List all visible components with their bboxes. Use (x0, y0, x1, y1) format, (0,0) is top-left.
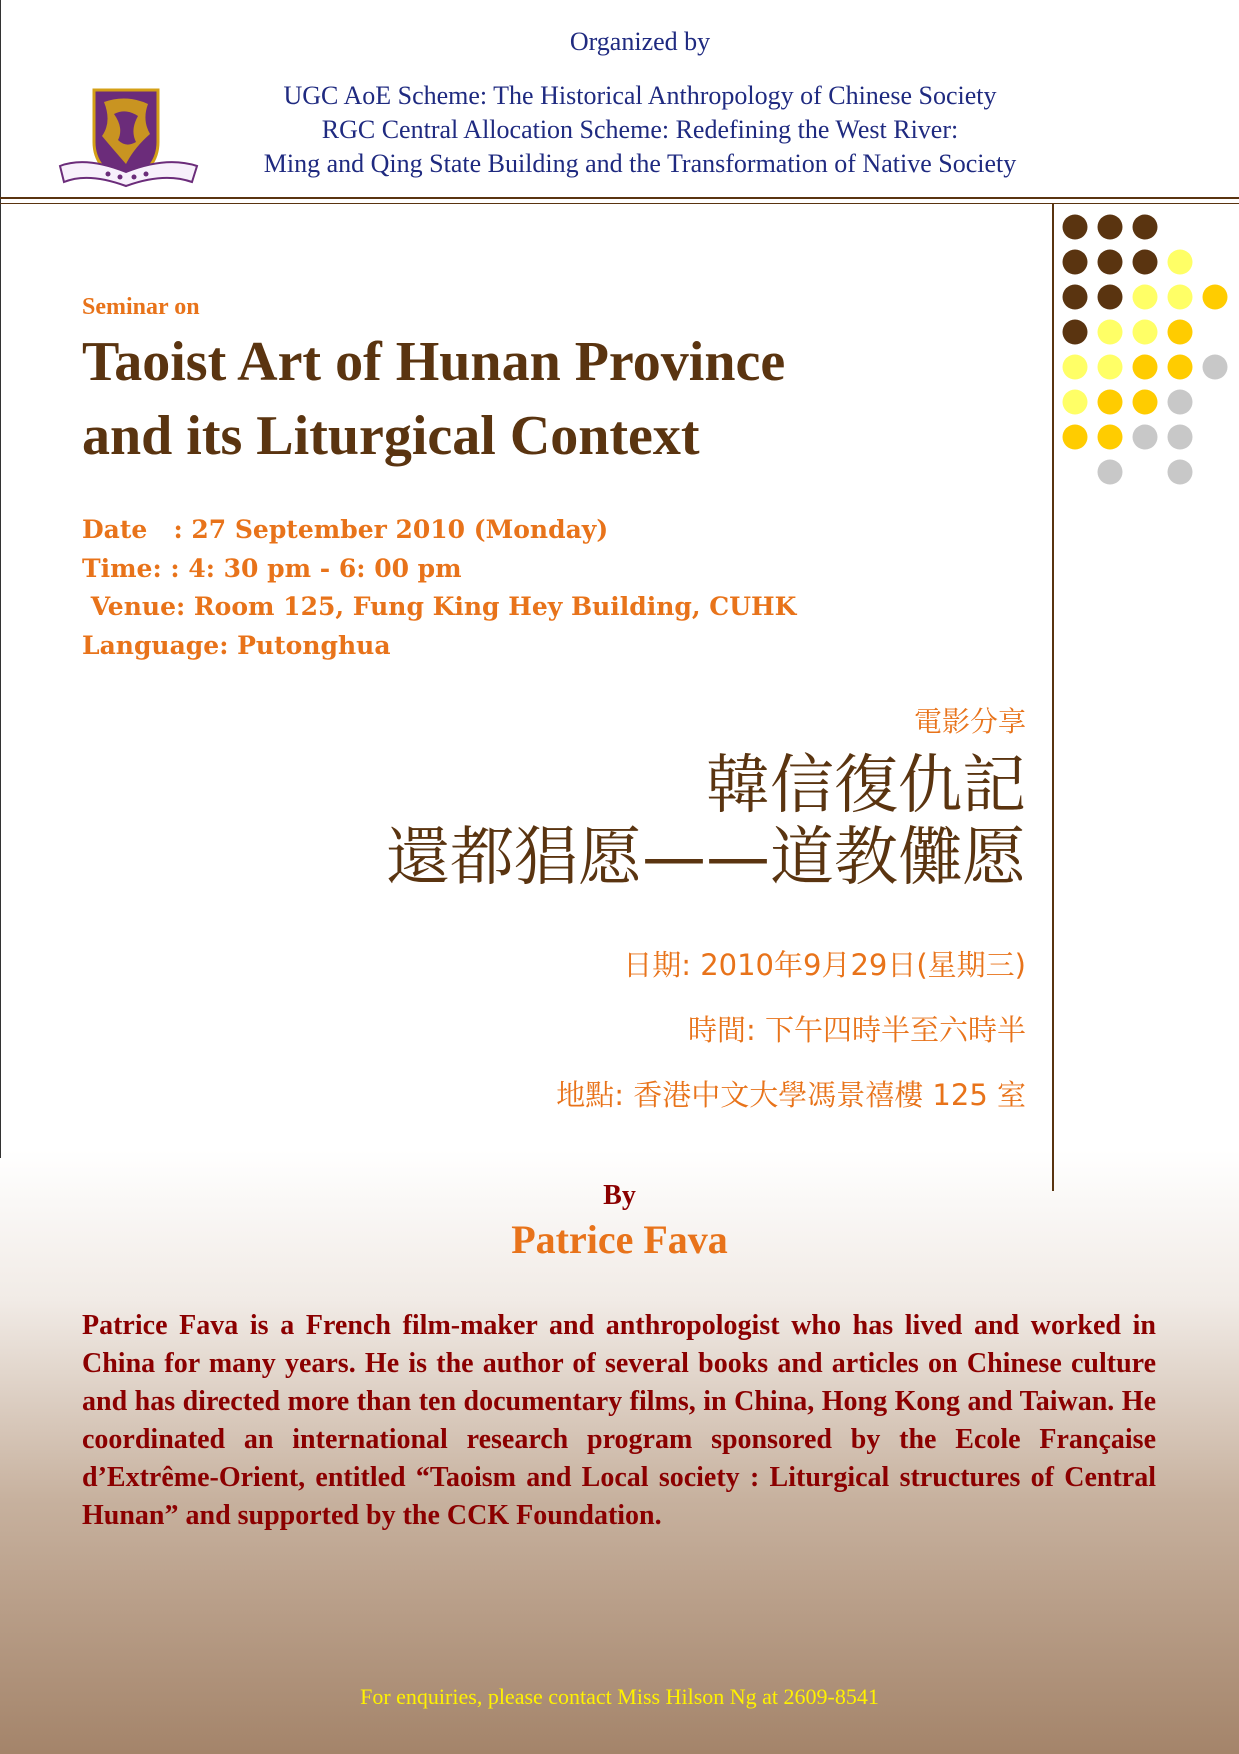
decorative-dot (1133, 285, 1158, 310)
decorative-dot (1133, 250, 1158, 275)
decorative-dot (1133, 320, 1158, 345)
film-date: 日期: 2010年9月29日(星期三) (623, 948, 1026, 982)
seminar-language: Language: Putonghua (82, 630, 391, 660)
decorative-dot (1063, 390, 1088, 415)
decorative-dot (1098, 390, 1123, 415)
film-time: 時間: 下午四時半至六時半 (688, 1013, 1026, 1047)
organizer-list (200, 79, 1080, 181)
organizer-line: UGC AoE Scheme: The Historical Anthropology of Chinese Society (283, 81, 997, 110)
decorative-dot (1098, 215, 1123, 240)
header-divider-thick (0, 197, 1239, 199)
decorative-dot (1098, 425, 1123, 450)
decorative-dot (1168, 355, 1193, 380)
seminar-venue: Venue: Room 125, Fung King Hey Building, CUHK (82, 592, 797, 621)
decorative-dot (1063, 285, 1088, 310)
by-label: By (603, 1180, 636, 1211)
seminar-kicker: Seminar on (82, 294, 200, 320)
decorative-dot (1063, 355, 1088, 380)
decorative-dot (1098, 320, 1123, 345)
decorative-dot (1168, 390, 1193, 415)
seminar-title (82, 325, 982, 473)
seminar-date: Date : 27 September 2010 (Monday) (82, 515, 609, 544)
film-sharing-label: 電影分享 (913, 705, 1026, 738)
seminar-details (82, 511, 796, 665)
organizer-line: RGC Central Allocation Scheme: Redefining the West River: (321, 115, 959, 144)
decorative-dot (1168, 425, 1193, 450)
decorative-dot (1098, 250, 1123, 275)
decorative-dot (1203, 285, 1228, 310)
decorative-dot (1168, 320, 1193, 345)
decorative-dot (1098, 285, 1123, 310)
seminar-time: Time: : 4: 30 pm - 6: 00 pm (82, 553, 462, 583)
speaker-name: Patrice Fava (511, 1217, 728, 1262)
decorative-dot (1133, 390, 1158, 415)
decorative-dot (1203, 355, 1228, 380)
film-venue: 地點: 香港中文大學馮景禧樓 125 室 (556, 1078, 1026, 1112)
decorative-dot (1168, 285, 1193, 310)
university-crest-icon (56, 86, 201, 188)
decorative-dot (1168, 250, 1193, 275)
decorative-dot (1133, 425, 1158, 450)
decorative-dot (1133, 215, 1158, 240)
decorative-dot (1133, 355, 1158, 380)
seminar-title-line: Taoist Art of Hunan Province (82, 331, 786, 393)
speaker-bio: Patrice Fava is a French film-maker and anthropologist who has lived and worked in China for many years. He is the author of several books and articles on Chinese culture and has directed more than ten documentary films, in China, Hong Kong and Taiwan. He coordinated an international research program sponsored by the Ecole Française d’Extrême-Orient, entitled “Taoism and Local society : Liturgical structures of Central Hunan” and supported by the CCK Foundation. (82, 1310, 1156, 1531)
decorative-dot (1063, 425, 1088, 450)
film-title-line: 還都猖愿——道教儺愿 (386, 821, 1026, 895)
decorative-dot (1063, 320, 1088, 345)
decorative-dot (1063, 215, 1088, 240)
organizer-line: Ming and Qing State Building and the Transformation of Native Society (263, 149, 1017, 178)
film-title-line: 韓信復仇記 (706, 749, 1026, 823)
enquiries-contact: For enquiries, please contact Miss Hilson Ng at 2609-8541 (360, 1684, 879, 1709)
vertical-divider (1052, 203, 1054, 1191)
decorative-dot (1168, 460, 1193, 485)
seminar-title-line: and its Liturgical Context (82, 405, 700, 467)
decorative-dot (1063, 250, 1088, 275)
decorative-dot-pattern (1055, 212, 1239, 522)
organized-by-label: Organized by (569, 27, 711, 56)
decorative-dot (1098, 355, 1123, 380)
left-border-line (0, 0, 1, 1158)
decorative-dot (1098, 460, 1123, 485)
